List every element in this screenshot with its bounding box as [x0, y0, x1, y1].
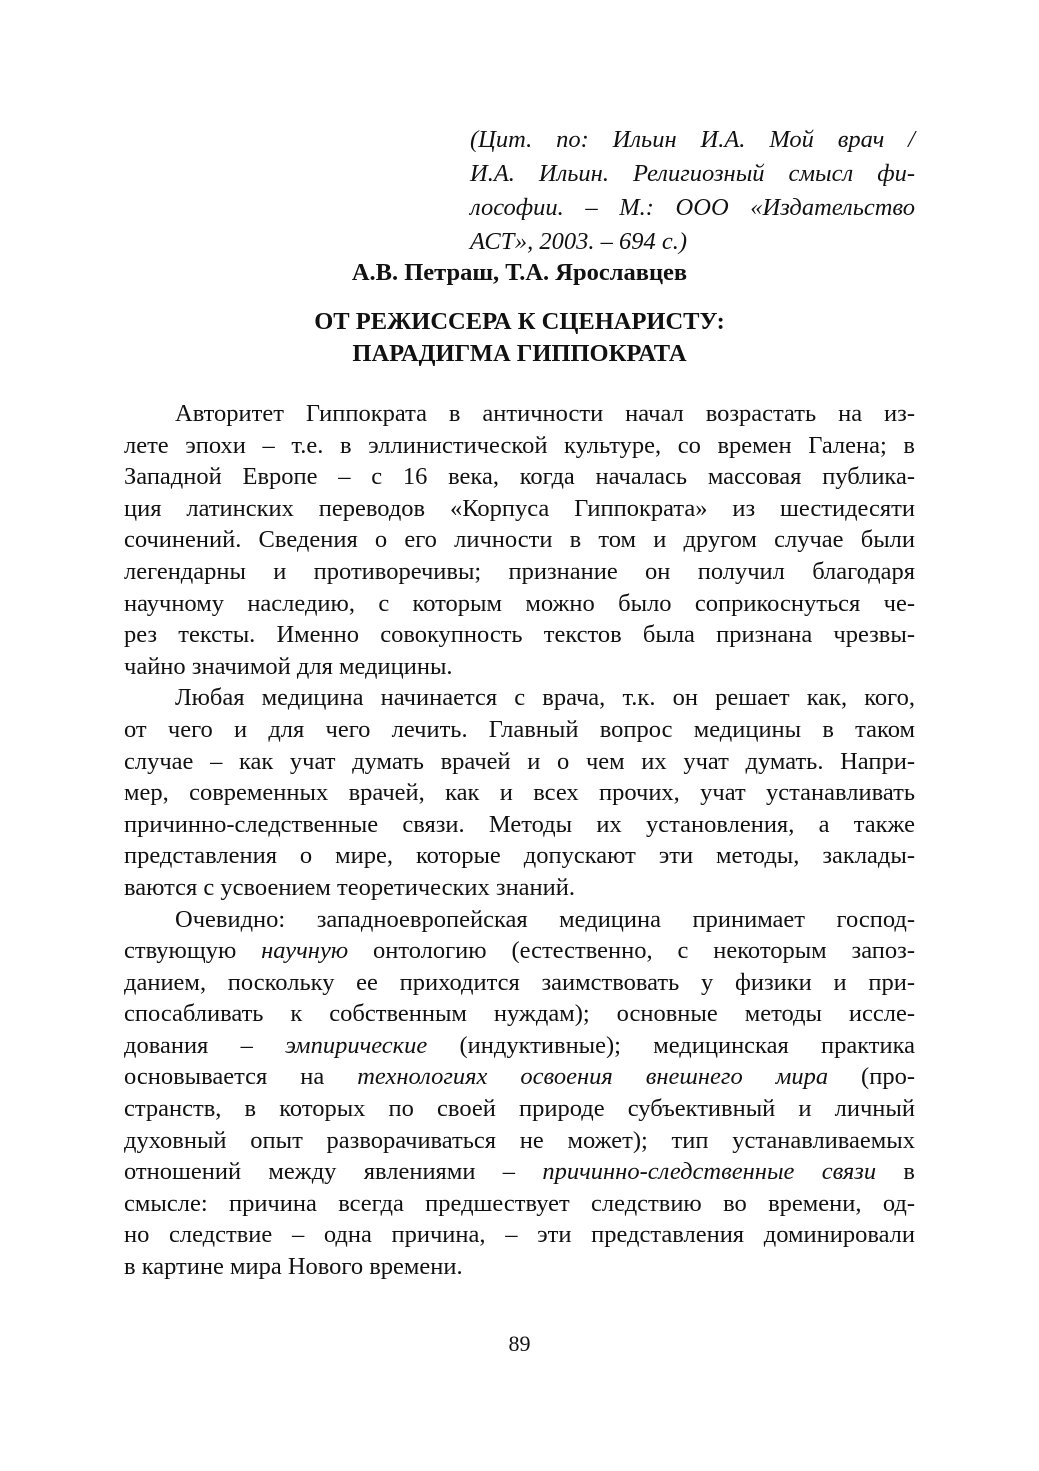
text-line: представления о мире, которые допускают эти методы, заклады- [124, 842, 915, 870]
article-authors: А.В. Петраш, Т.А. Ярославцев [351, 259, 688, 286]
text-line: случае – как учат думать врачей и о чем их учат думать. Напри- [124, 747, 915, 775]
italic-term: причинно-следственные связи [542, 1158, 877, 1186]
text-line: ция латинских переводов «Корпуса Гиппократа» из шестидесяти [124, 494, 915, 522]
citation-line: АСТ», 2003. – 694 с.) [470, 228, 688, 255]
italic-term: технологиях освоения внешнего мира [357, 1063, 829, 1091]
text-run: отношений между явлениями – [124, 1158, 543, 1186]
text-line: причинно-следственные связи. Методы их установления, а также [124, 810, 915, 838]
text-line: легендарны и противоречивы; признание он получил благодаря [124, 557, 915, 585]
text-line: смысле: причина всегда предшествует следствию во времени, од- [124, 1189, 915, 1217]
italic-term: научную [261, 937, 349, 965]
page-number: 89 [508, 1331, 531, 1356]
italic-term: эмпирические [285, 1031, 428, 1059]
citation-line: (Цит. по: Ильин И.А. Мой врач / [470, 126, 915, 153]
text-line: лете эпохи – т.е. в эллинистической культуре, со времен Галена; в [124, 431, 915, 459]
text-run: (про- [828, 1063, 915, 1091]
citation-block [470, 123, 915, 259]
text-run: ствующую [124, 937, 262, 965]
text-line [124, 935, 915, 967]
text-line: спосабливать к собственным нуждам); основные методы иссле- [124, 1000, 915, 1028]
text-line: но следствие – одна причина, – эти представления доминировали [124, 1221, 915, 1249]
text-run: в [876, 1158, 915, 1186]
text-run: онтологию (естественно, с некоторым запоз- [348, 937, 915, 965]
text-line: рез тексты. Именно совокупность текстов была признана чрезвы- [124, 621, 915, 649]
text-line: от чего и для чего лечить. Главный вопрос медицины в таком [124, 715, 915, 743]
text-line: духовный опыт разворачиваться не может); тип устанавливаемых [124, 1126, 915, 1154]
text-line: чайно значимой для медицины. [124, 652, 453, 680]
text-line: в картине мира Нового времени. [124, 1253, 463, 1281]
text-line: Очевидно: западноевропейская медицина принимает господ- [175, 905, 915, 933]
text-line: Западной Европе – с 16 века, когда началась массовая публика- [124, 463, 915, 491]
text-run: (индуктивные); медицинская практика [427, 1031, 916, 1059]
text-line: мер, современных врачей, как и всех прочих, учат устанавливать [124, 779, 915, 807]
paragraph-3 [124, 904, 915, 1283]
article-title-line: ОТ РЕЖИССЕРА К СЦЕНАРИСТУ: [314, 308, 725, 335]
text-line [124, 1156, 915, 1188]
text-line [124, 1061, 915, 1093]
text-run: дования – [124, 1031, 286, 1059]
article-title [124, 306, 915, 370]
article-title-line: ПАРАДИГМА ГИППОКРАТА [352, 340, 687, 367]
text-line: сочинений. Сведения о его личности в том и другом случае были [124, 526, 915, 554]
text-line: данием, поскольку ее приходится заимствовать у физики и при- [124, 968, 915, 996]
citation-line: И.А. Ильин. Религиозный смысл фи- [470, 160, 915, 187]
text-run: основывается на [124, 1063, 358, 1091]
text-line [124, 1030, 915, 1062]
text-line: странств, в которых по своей природе субъективный и личный [124, 1095, 915, 1123]
text-line: ваются с усвоением теоретических знаний. [124, 873, 576, 901]
text-line: Авторитет Гиппократа в античности начал возрастать на из- [175, 400, 915, 427]
text-line: Любая медицина начинается с врача, т.к. он решает как, кого, [175, 684, 915, 712]
text-line: научному наследию, с которым можно было соприкоснуться че- [124, 589, 915, 617]
article-body [124, 398, 915, 1283]
citation-line: лософии. – М.: ООО «Издательство [470, 194, 915, 221]
paragraph-2 [124, 682, 915, 903]
paragraph-1 [124, 398, 915, 682]
